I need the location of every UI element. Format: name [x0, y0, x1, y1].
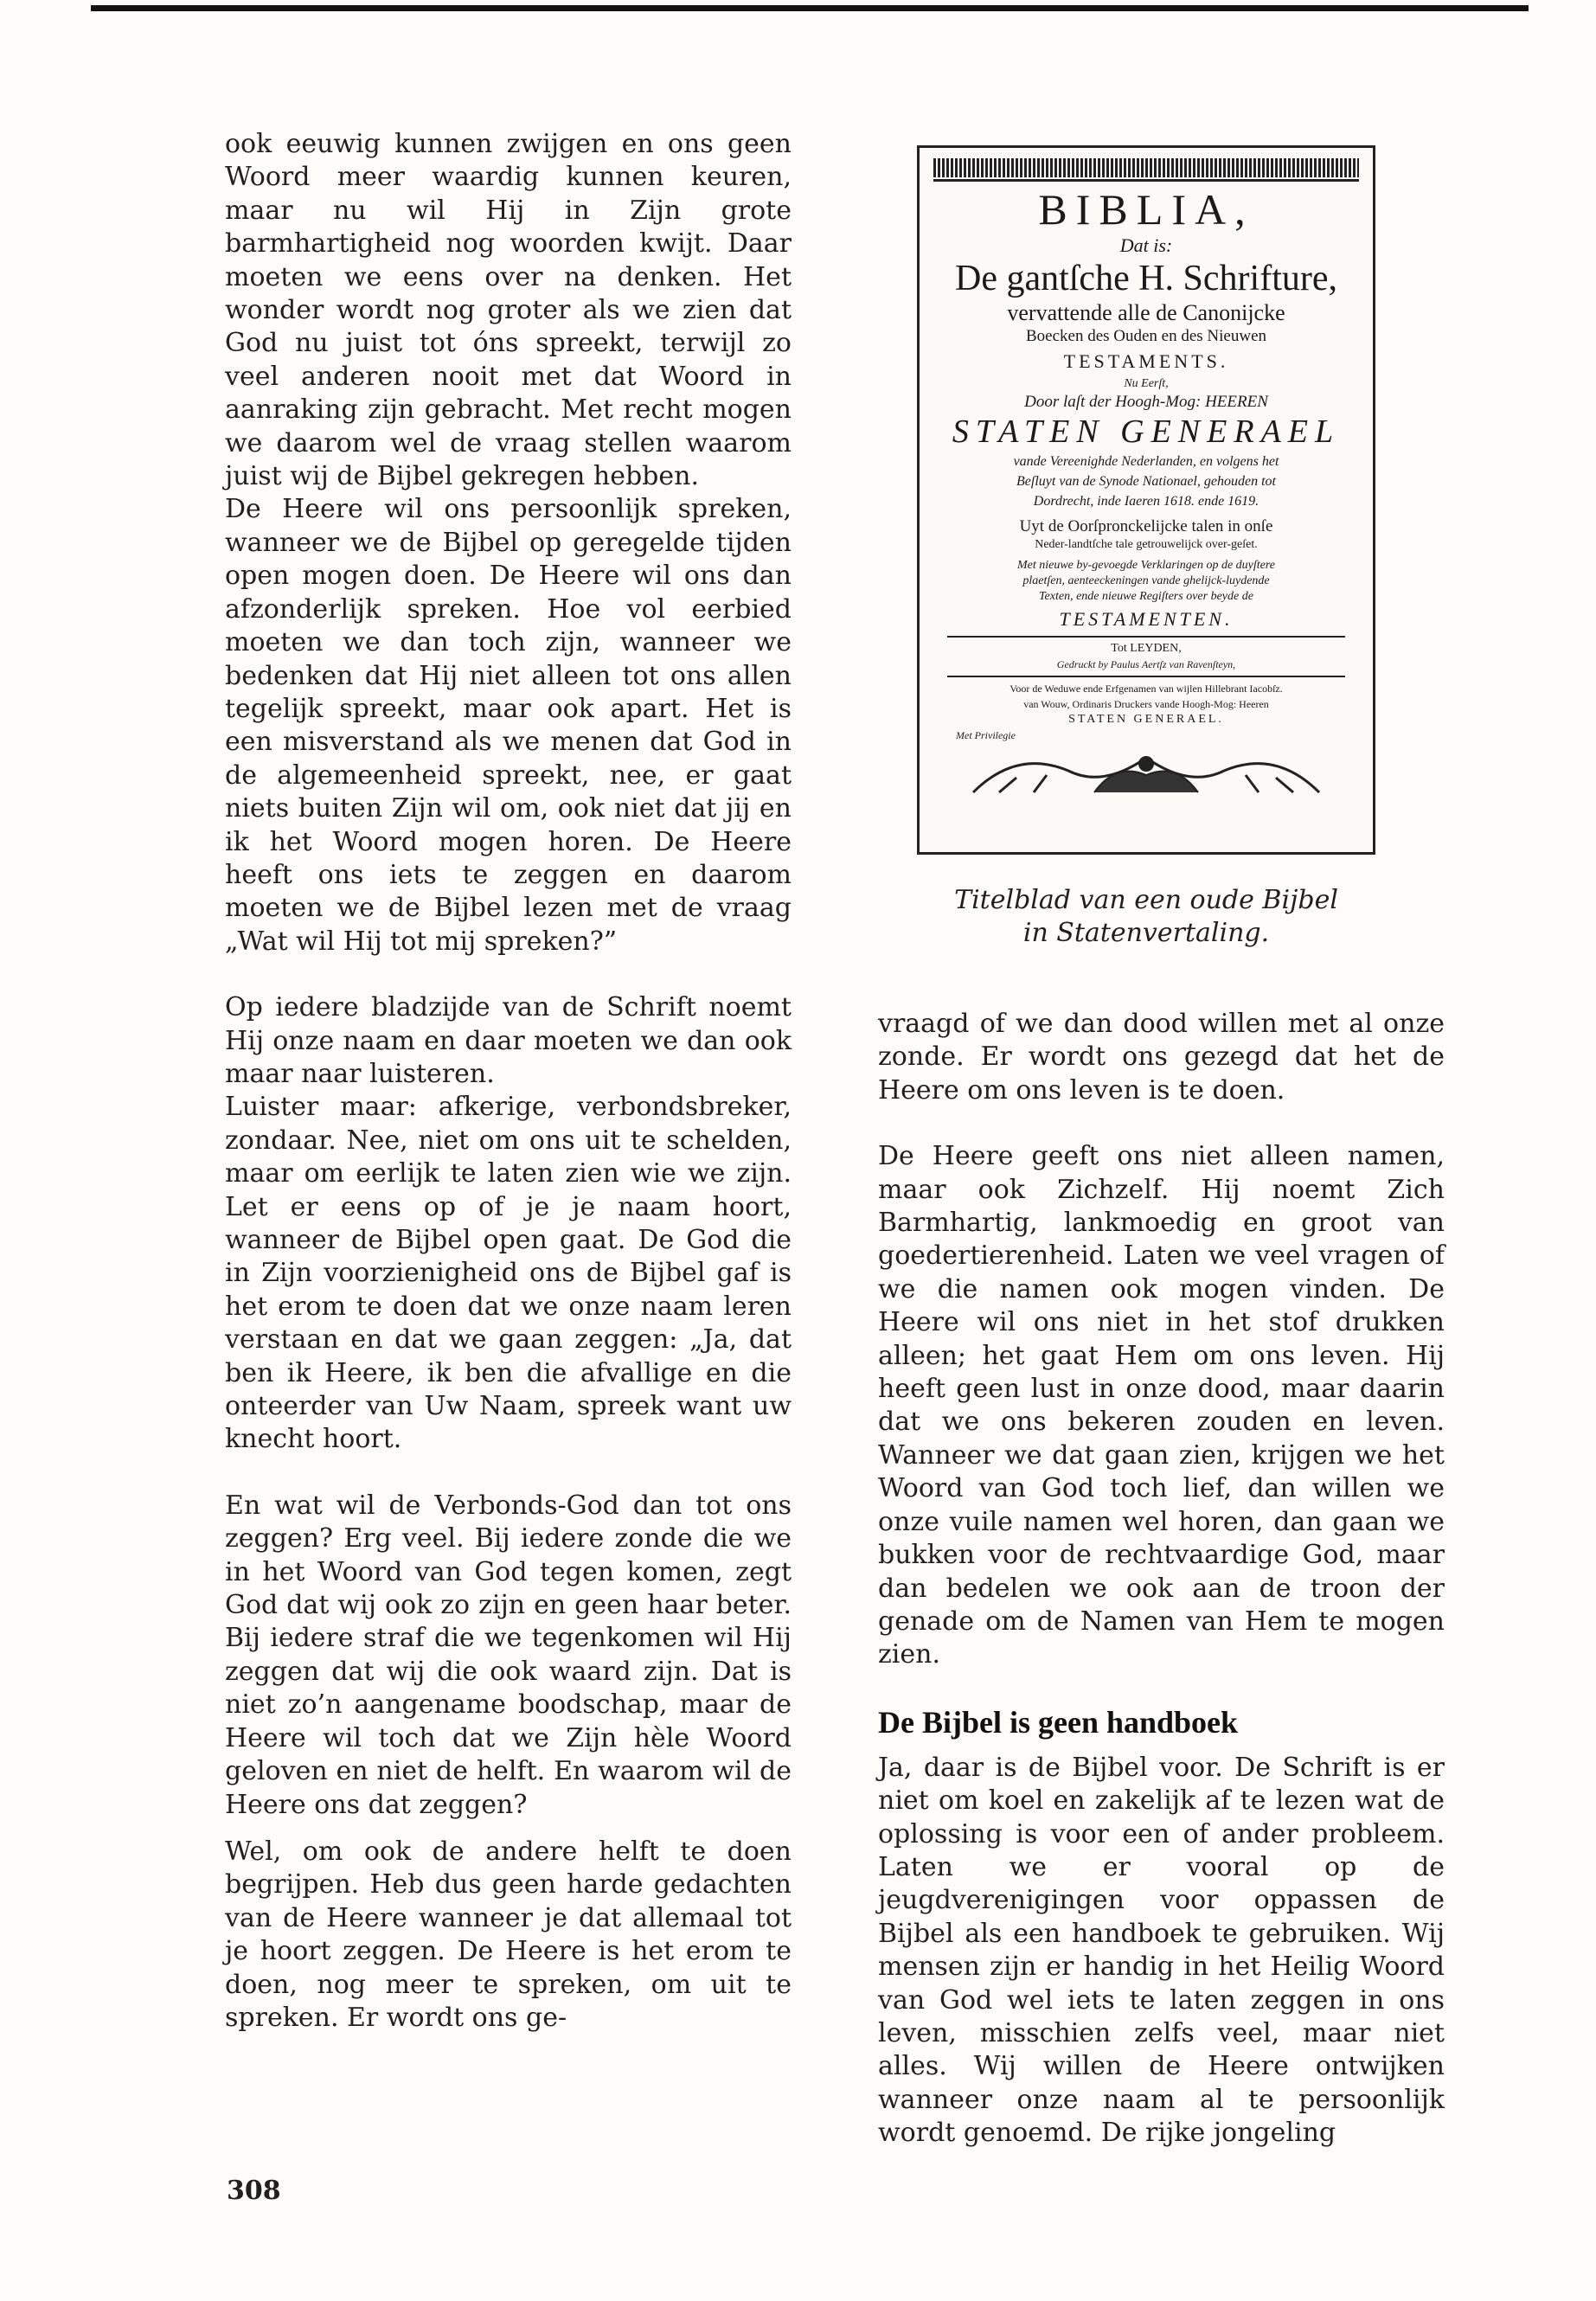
paragraph: Luister maar: afkerige, verbondsbreker, zondaar. Nee, niet om ons uit te schelden, maar om eerlijk te laten zien wie we zijn. Let er eens op of je je naam hoort, wanneer de Bijbel open gaat. De God die in Zijn voorzienigheid ons de Bijbel gaf is het erom te doen dat we onze naam leren verstaan en dat we gaan zeggen: „Ja, dat ben ik Heere, ik ben die afvallige en die onteerder van Uw Naam, spreek want uw knecht hoort.: [225, 1092, 792, 1455]
figure-line: TESTAMENTEN.: [1059, 608, 1234, 630]
figure-line: Door laſt der Hoogh-Mog: HEEREN: [1024, 393, 1268, 411]
ornament-icon: [965, 745, 1328, 797]
figure-line: STATEN GENERAEL.: [1068, 713, 1224, 726]
figure-line: Beſluyt van de Synode Nationael, gehouden tot: [1016, 474, 1276, 489]
figure-line: Voor de Weduwe ende Erfgenamen van wijlen Hillebrant Iacobſz.: [1010, 683, 1283, 695]
figure-line: Nu Eerſt,: [1124, 377, 1169, 390]
figure-line: STATEN GENERAEL: [952, 413, 1341, 450]
figure-line: van Wouw, Ordinaris Druckers vande Hoogh-Mog: Heeren: [1023, 698, 1269, 710]
paragraph: En wat wil de Verbonds-God dan tot ons zeggen? Erg veel. Bij iedere zonde die we in het Woord van God tegen komen, zegt God dat wij ook zo zijn en geen haar beter. Bij iedere straf die we tegenkomen wil Hij zeggen dat wij die ook waard zijn. Dat is niet zo’n aangename boodschap, maar de Heere wil toch dat we Zijn hèle Woord geloven en niet de helft. En waarom wil de Heere ons dat zeggen?: [225, 1490, 792, 1820]
figure-line: vande Vereenighde Nederlanden, en volgens het: [1013, 454, 1279, 469]
figure-rule: [947, 676, 1345, 677]
figure-line: plaetſen, aenteeckeningen vande ghelijck-luydende: [1022, 574, 1270, 587]
figure-line: TESTAMENTS.: [1063, 350, 1229, 372]
figure-title: BIBLIA,: [1038, 185, 1254, 234]
figure-line: Met nieuwe by-gevoegde Verklaringen op de duyſtere: [1016, 559, 1276, 572]
figure-line: Neder-landtſche tale getrouwelijck over-geſet.: [1035, 538, 1258, 551]
paragraph: Wel, om ook de andere helft te doen begrijpen. Heb dus geen harde gedachten van de Heere wanneer je dat allemaal tot je hoort zeggen. De Heere is het erom te doen, nog meer te spreken, om uit te spreken. Er wordt ons ge-: [225, 1836, 792, 2033]
figure-line: Gedruckt by Paulus Aertſz van Ravenſteyn,: [1056, 658, 1236, 670]
caption-line-2: in Statenvertaling.: [1022, 918, 1270, 948]
figure-line: Uyt de Oorſpronckelijcke talen in onſe: [1019, 517, 1273, 535]
figure-line: De gantſche H. Schrifture,: [954, 259, 1337, 298]
figure-line: vervattende alle de Canonijcke: [1007, 300, 1285, 325]
section-heading: De Bijbel is geen handboek: [878, 1704, 1239, 1740]
paragraph: De Heere wil ons persoonlijk spreken, wanneer we de Bijbel op geregelde tijden open mogen doen. De Heere wil ons dan afzonderlijk spreken. Hoe vol eerbied moeten we dan toch zijn, wanneer we bedenken dat Hij niet alleen tot ons allen tegelijk spreekt, maar ook apart. Het is een misverstand als we menen dat God in de algemeenheid spreekt, nee, er gaat niets buiten Zijn wil om, ook niet dat jij en ik het Woord mogen horen. De Heere heeft ons iets te zeggen en daarom moeten we de Bijbel lezen met de vraag „Wat wil Hij tot mij spreken?”: [225, 494, 792, 957]
ornamental-rule: [933, 179, 1359, 182]
top-rule: [91, 5, 1529, 11]
paragraph: Op iedere bladzijde van de Schrift noemt Hij onze naam en daar moeten we dan ook maar naar luisteren.: [225, 992, 792, 1089]
right-column: [878, 1008, 1445, 2150]
figure-line: Met Privilegie: [956, 729, 1016, 741]
page-number: 308: [227, 2176, 281, 2206]
figure-line: Tot LEYDEN,: [1111, 642, 1182, 655]
paragraph: ook eeuwig kunnen zwijgen en ons geen Woord meer waardig kunnen keuren, maar nu wil Hij in Zijn grote barmhartigheid nog woorden kwijt. Daar moeten we eens over na denken. Het wonder wordt nog groter als we zien dat God nu juist tot óns spreekt, terwijl zo veel anderen nooit met dat Woord in aanraking zijn gebracht. Met recht mogen we daarom wel de vraag stellen waarom juist wij de Bijbel gekregen hebben.: [225, 129, 792, 492]
figure-line: Texten, ende nieuwe Regiſters over beyde de: [1039, 590, 1253, 603]
figure-line: Dordrecht, inde Iaeren 1618. ende 1619.: [1033, 494, 1259, 509]
ornamental-band: [933, 158, 1359, 177]
paragraph: De Heere geeft ons niet alleen namen, maar ook Zichzelf. Hij noemt Zich Barmhartig, lankmoedig en groot van goedertierenheid. Laten we veel vragen of we die namen ook mogen vinden. De Heere wil ons niet in het stof drukken alleen; het gaat Hem om ons leven. Hij heeft geen lust in onze dood, maar daarin dat we ons bekeren zouden en leven. Wanneer we dat gaan zien, krijgen we het Woord van God toch lief, dan willen we onze vuile namen wel horen, dan gaan we bukken voor de rechtvaardige God, maar dan bedelen we ook aan de troon der genade om de Namen van Hem te mogen zien.: [878, 1141, 1445, 1670]
caption-line-1: Titelblad van een oude Bijbel: [954, 885, 1338, 915]
figure-caption: [900, 884, 1393, 950]
figure-line: Boecken des Ouden en des Nieuwen: [1025, 327, 1267, 345]
figure-rule: [947, 636, 1345, 638]
figure-line: Dat is:: [1119, 234, 1173, 256]
bible-title-page-figure: [917, 145, 1375, 855]
paragraph: vraagd of we dan dood willen met al onze zonde. Er wordt ons gezegd dat het de Heere om ons leven is te doen.: [878, 1009, 1445, 1106]
paragraph: Ja, daar is de Bijbel voor. De Schrift is er niet om koel en zakelijk af te lezen wat de oplossing is voor een of ander probleem. Laten we er vooral op de jeugdverenigingen voor oppassen de Bijbel als een handboek te gebruiken. Wij mensen zijn er handig in het Heilig Woord van God wel iets te laten zeggen in ons leven, misschien zelfs veel, maar niet alles. Wij willen de Heere ontwijken wanneer onze naam al te persoonlijk wordt genoemd. De rijke jongeling: [878, 1752, 1445, 2149]
left-column: [225, 128, 792, 2035]
